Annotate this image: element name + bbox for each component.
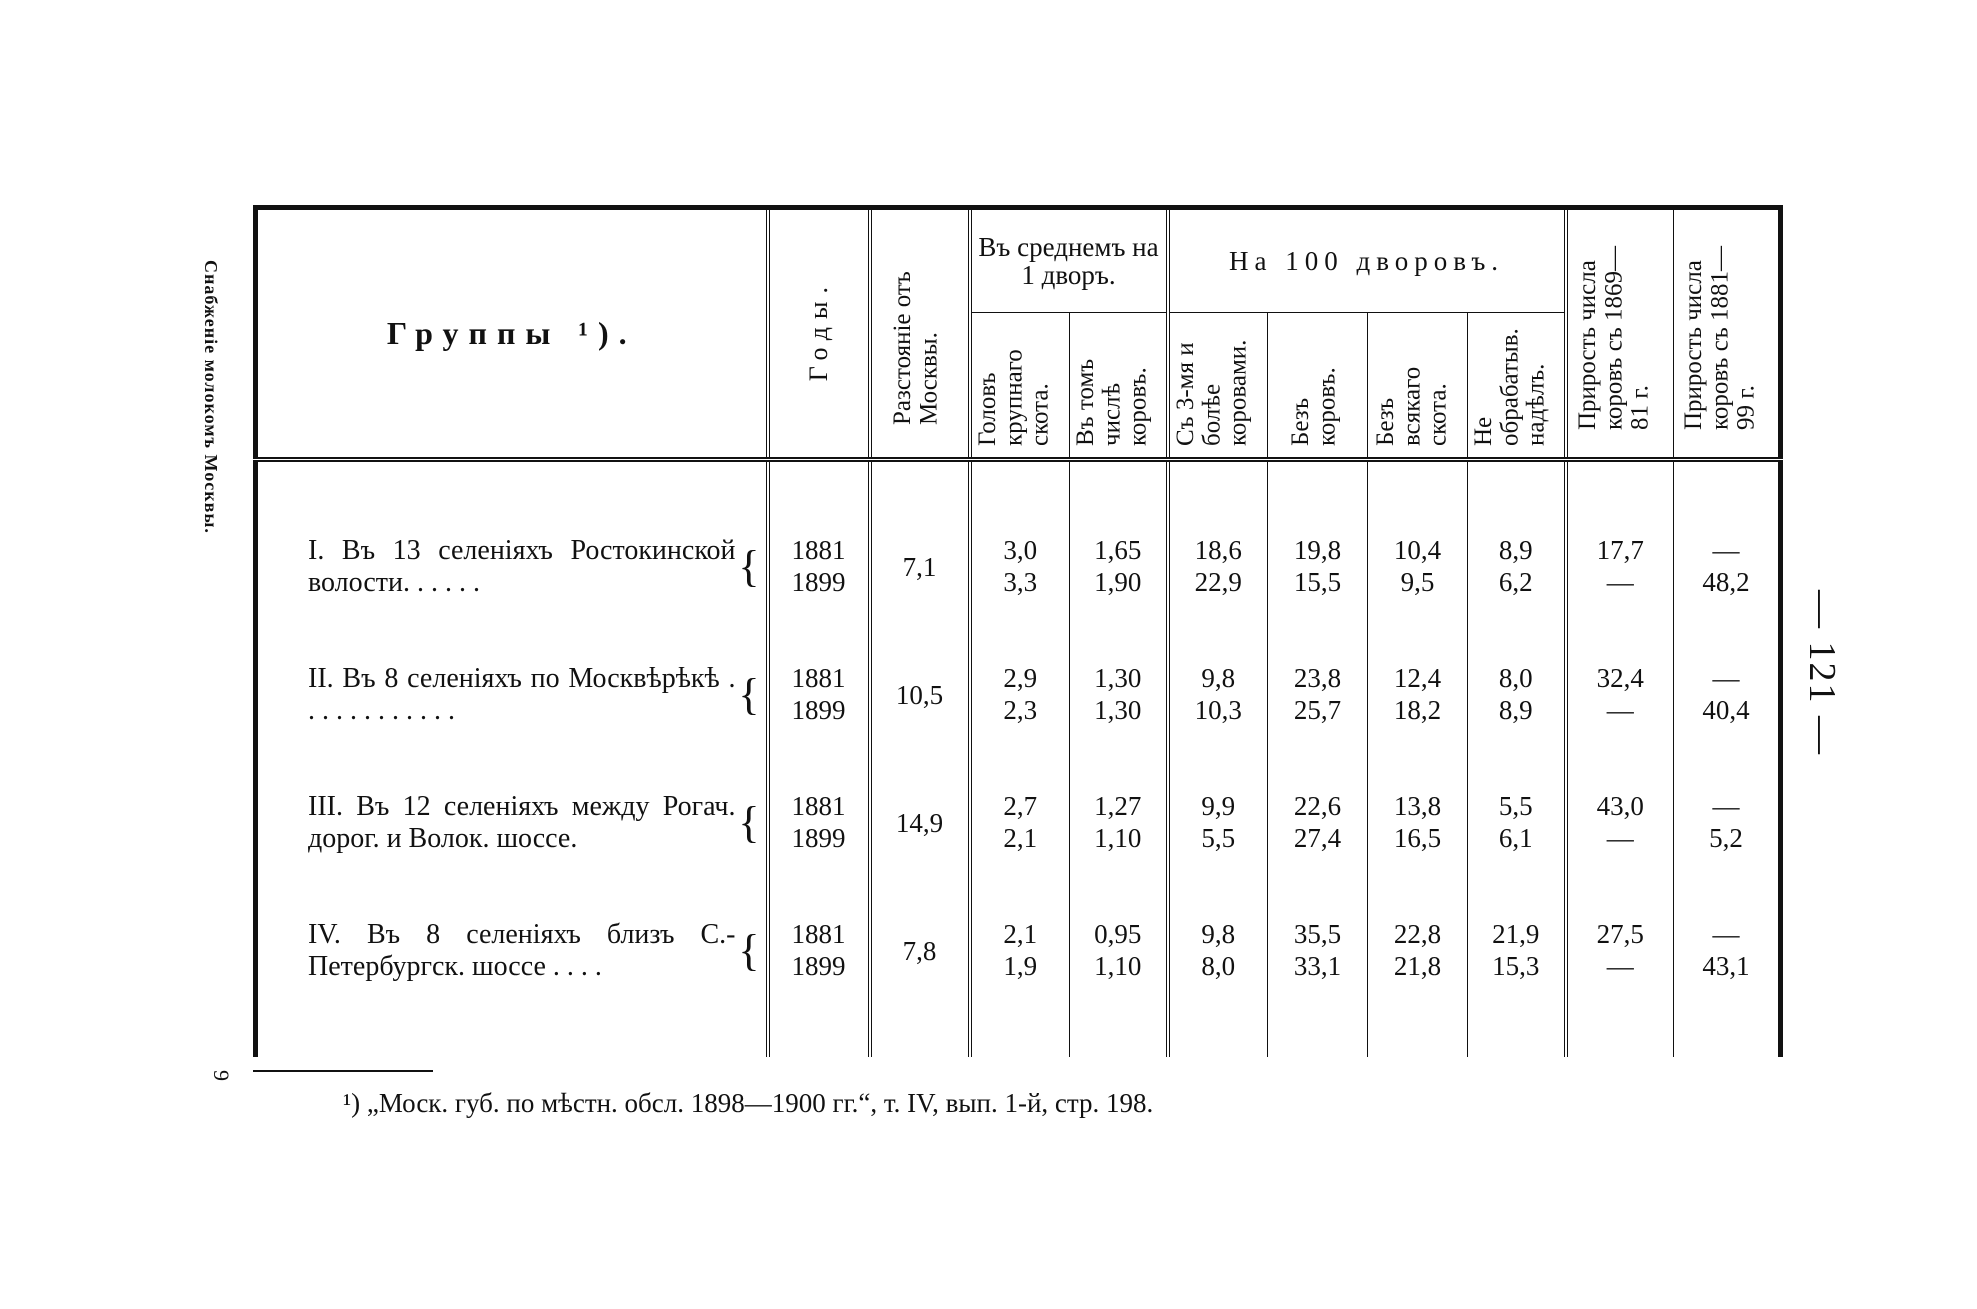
no-cattle-header: Безъ всякаго скота. [1368,312,1468,459]
table-row: I. Въ 13 селеніяхъ Ростокинской волости. . . . . . { 1881 1899 7,1 3,0 3,3 1,65 1,90 18,6 22,9 19,8 15,5 10,4 9,5 8,9 6,2 17,7 — — 48,2 [256,504,1781,632]
footnote-rule [253,1070,433,1072]
page-number: — 121 — [1801,590,1843,756]
growth-1869-header: Прирость числа коровъ съ 1869—81 г. [1566,208,1674,460]
growth-1881-header: Прирость числа коровъ съ 1881—99 г. [1674,208,1781,460]
table-row: IV. Въ 8 селеніяхъ близъ С.-Петербургск. шоссе . . . . { 1881 1899 7,8 2,1 1,9 0,95 1,10 9,8 8,0 35,5 33,1 22,8 21,8 21,9 15,3 27,5 — — 43,1 [256,887,1781,1015]
avg-cows-header: Въ томъ числѣ коровъ. [1070,312,1168,459]
per100-group-header: На 100 дворовъ. [1168,208,1566,313]
running-title: Снабженіе молокомъ Москвы. [201,260,221,534]
group-name: III. Въ 12 селеніяхъ между Рогач. дорог. и Волок. шоссе. [308,791,736,855]
group-name: I. Въ 13 селеніяхъ Ростокинской волости. . . . . . [308,535,736,599]
avg-group-header: Въ среднемъ на 1 дворъ. [970,208,1168,313]
group-name: IV. Въ 8 селеніяхъ близъ С.-Петербургск. шоссе . . . . [308,918,736,983]
signature-number: 9 [209,1070,234,1081]
brace: { [738,542,760,592]
no-farm-header: Не обрабатыв. надѣлъ. [1468,312,1566,459]
footnote: ¹) „Моск. губ. по мѣстн. обсл. 1898—1900 гг.“, т. IV, вып. 1-й, стр. 198. [343,1088,1154,1118]
table-row: II. Въ 8 селеніяхъ по Москвѣрѣкѣ . . . . . . . . . . . . { 1881 1899 10,5 2,9 2,3 1,30 1,30 9,8 10,3 23,8 25,7 12,4 18,2 8,0 8,9 32,4 — — 40,4 [256,631,1781,759]
no-cows-header: Безъ коровъ. [1268,312,1368,459]
table-row: III. Въ 12 селеніяхъ между Рогач. дорог. и Волок. шоссе. { 1881 1899 14,9 2,7 2,1 1,27 1,10 9,9 5,5 22,6 27,4 13,8 16,5 5,5 6,1 43,0 — — 5,2 [256,759,1781,887]
distance-header: Разстояніе отъ Москвы. [870,208,970,460]
brace: { [738,670,760,720]
three-cows-header: Съ 3-мя и болѣе коровами. [1168,312,1268,459]
groups-header: Группы ¹). [256,208,768,460]
avg-cattle-header: Головъ крупнаго скота. [970,312,1070,459]
group-name: II. Въ 8 селеніяхъ по Москвѣрѣкѣ . . . . . . . . . . . . [308,663,736,727]
statistics-table [253,205,1783,1057]
brace: { [738,926,760,976]
brace: { [738,798,760,848]
years-header: Годы. [768,208,870,460]
